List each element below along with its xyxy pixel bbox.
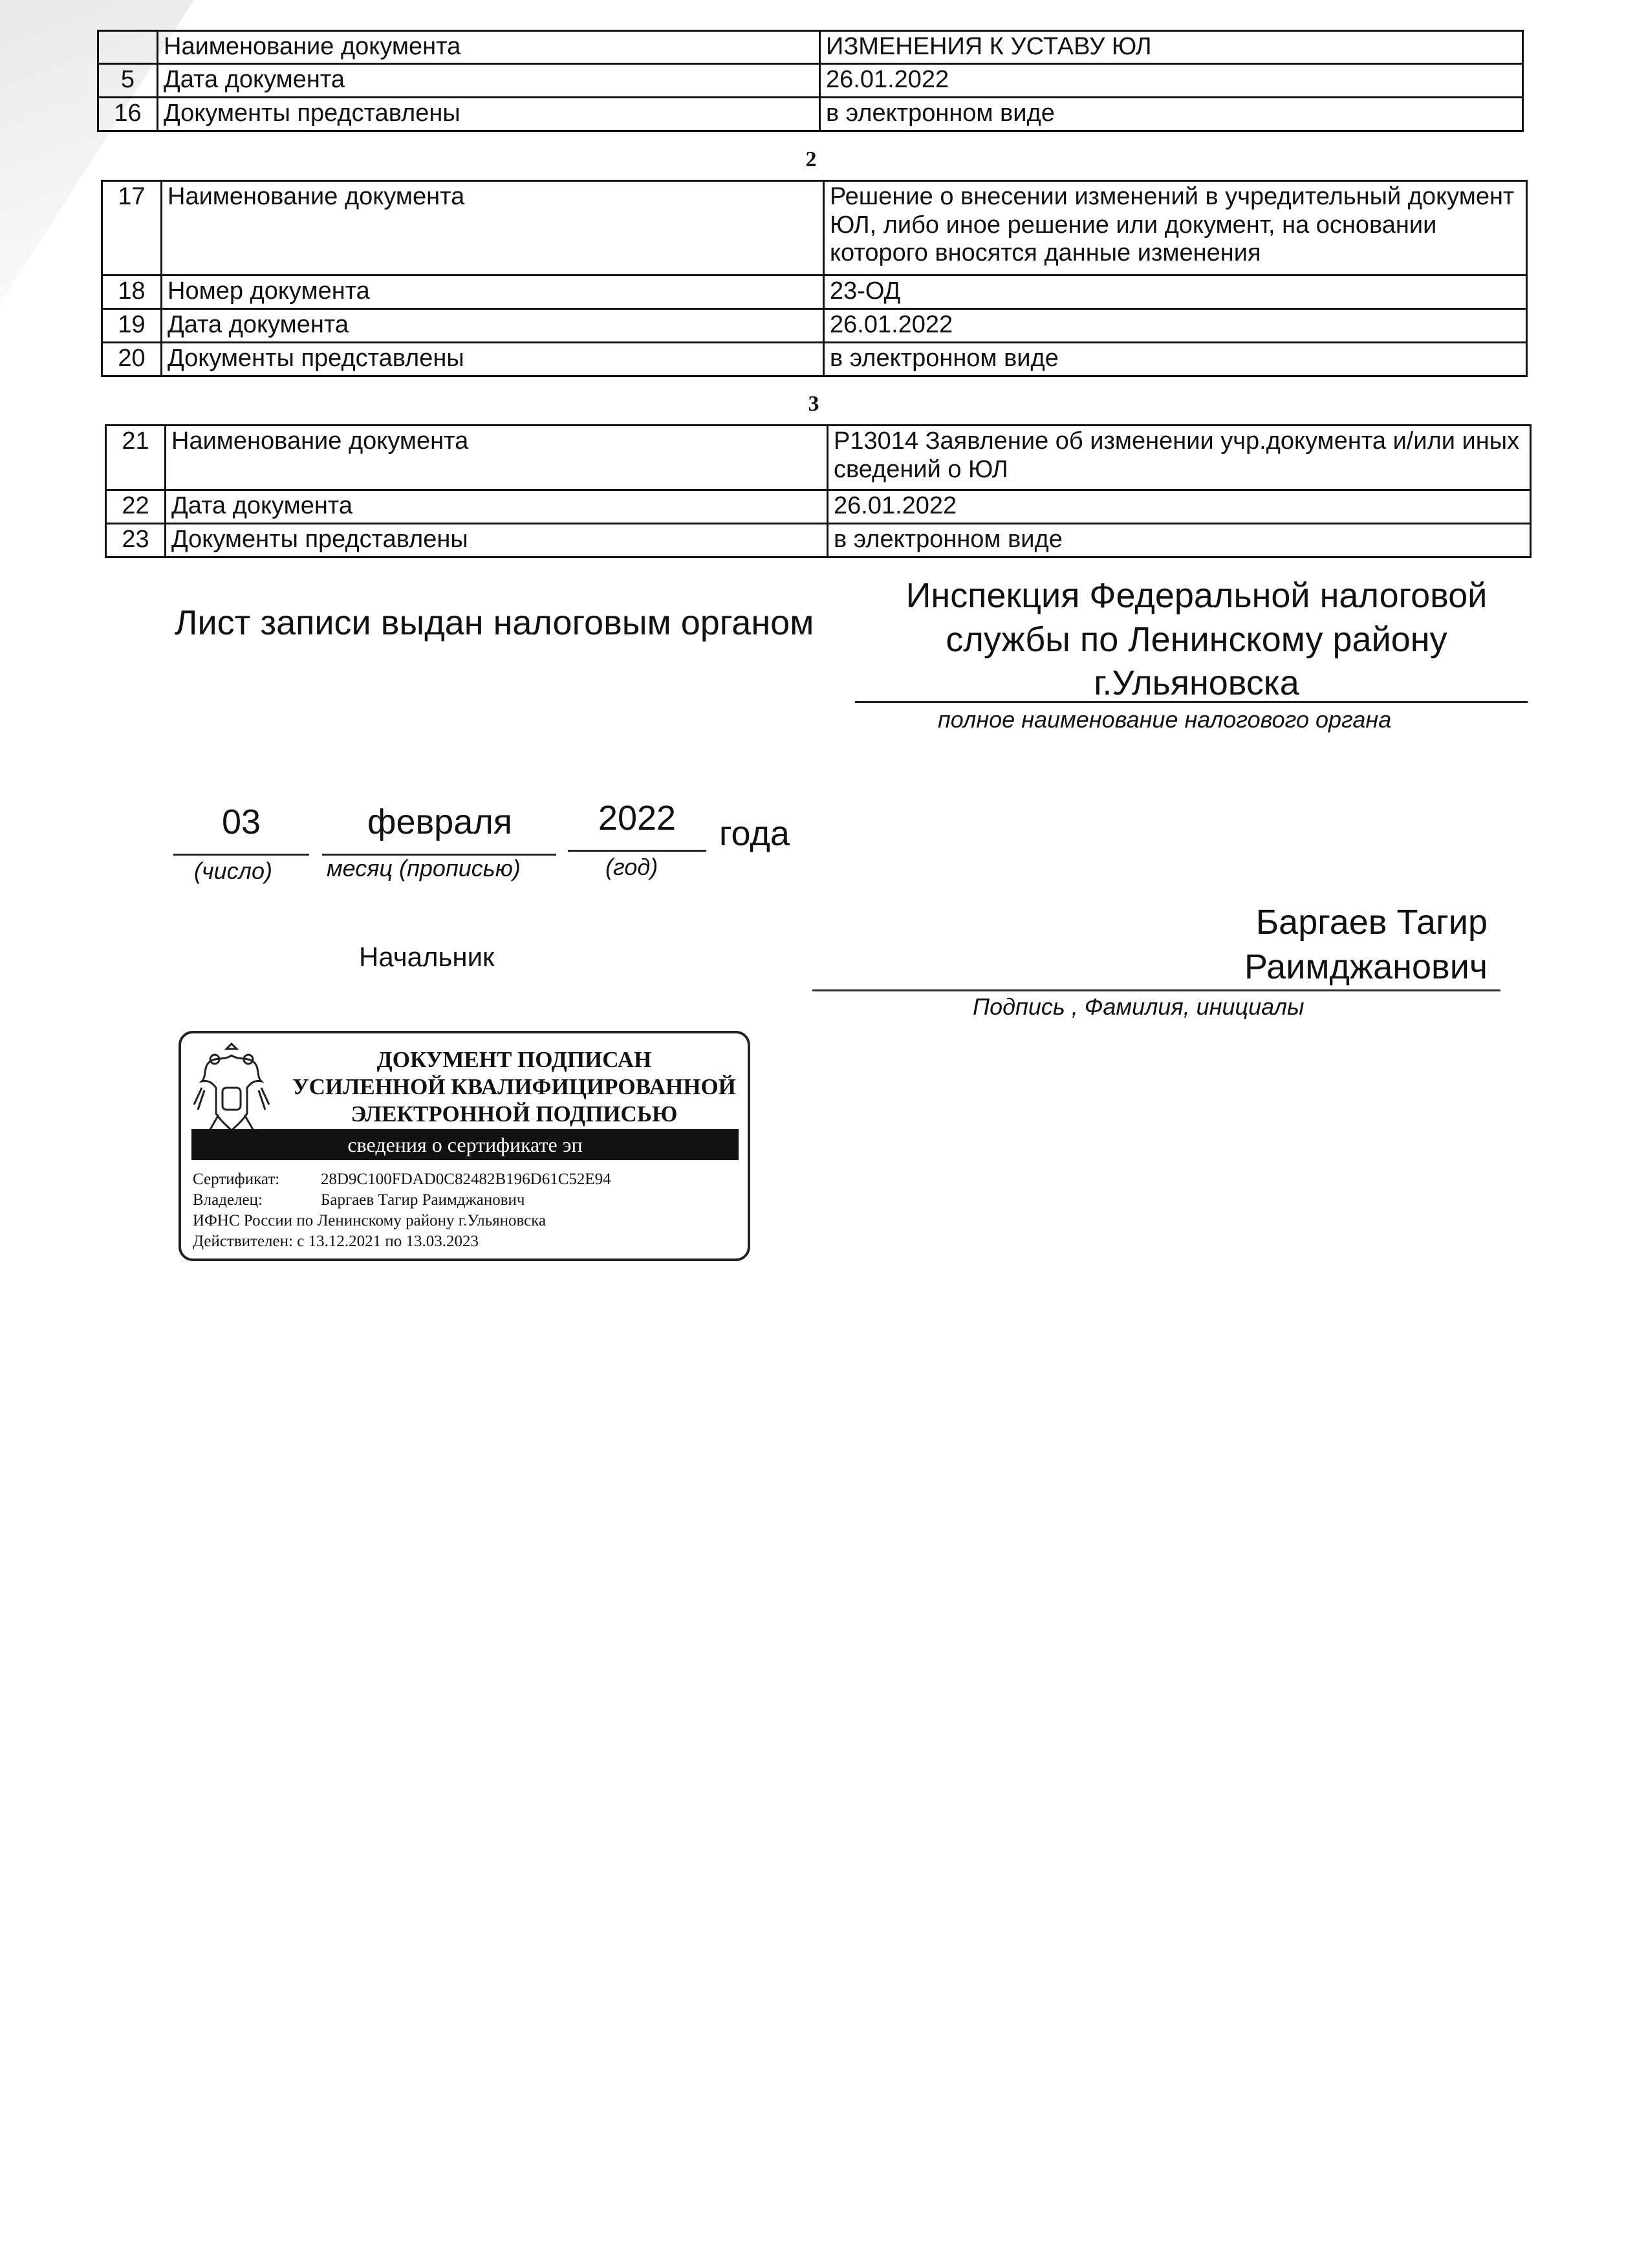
tax-authority-line: г.Ульяновска bbox=[1094, 664, 1299, 702]
table-row bbox=[106, 426, 1531, 490]
row-number: 18 bbox=[102, 275, 162, 309]
row-number: 16 bbox=[98, 97, 158, 131]
signature-underline bbox=[812, 989, 1500, 991]
row-number: 21 bbox=[106, 426, 166, 490]
double-headed-eagle-emblem bbox=[190, 1042, 273, 1137]
table-row bbox=[102, 309, 1527, 343]
row-field-name: Дата документа bbox=[166, 490, 828, 524]
month-caption: месяц (прописью) bbox=[327, 855, 521, 881]
authority-caption: полное наименование налогового органа bbox=[938, 706, 1392, 733]
electronic-signature-stamp bbox=[179, 1031, 750, 1261]
table-row bbox=[102, 181, 1527, 275]
stamp-title-line: ЭЛЕКТРОННОЙ ПОДПИСЬЮ bbox=[351, 1101, 678, 1127]
row-field-value: в электронном виде bbox=[820, 97, 1523, 131]
certificate-label: Сертификат: bbox=[193, 1171, 280, 1188]
document-table-section-1 bbox=[97, 30, 1524, 132]
tax-authority-line: службы по Ленинскому району bbox=[946, 620, 1447, 659]
validity-period: с 13.12.2021 по 13.03.2023 bbox=[297, 1233, 479, 1250]
validity-row bbox=[193, 1233, 479, 1251]
organization-row: ИФНС России по Ленинскому району г.Ульяновска bbox=[193, 1212, 547, 1229]
stamp-title-line: УСИЛЕННОЙ КВАЛИФИЦИРОВАННОЙ bbox=[292, 1074, 736, 1099]
table-row bbox=[106, 490, 1531, 524]
signatory-name-line: Раимджанович bbox=[1244, 947, 1488, 987]
date-day: 03 bbox=[221, 803, 261, 841]
row-number: 20 bbox=[102, 343, 162, 376]
year-underline bbox=[568, 850, 706, 852]
signatory-name-line: Баргаев Тагир bbox=[1255, 903, 1488, 942]
table-row bbox=[98, 31, 1523, 64]
row-number: 22 bbox=[106, 490, 166, 524]
row-number: 5 bbox=[98, 63, 158, 97]
row-field-name: Наименование документа bbox=[166, 426, 828, 490]
stamp-title bbox=[285, 1046, 744, 1128]
certificate-info-band: сведения о сертификате эп bbox=[191, 1129, 739, 1160]
authority-underline bbox=[855, 701, 1528, 703]
row-field-value: Решение о внесении изменений в учредительный документ ЮЛ, либо иное решение или документ, на основании которого вносятся данные изменения bbox=[824, 181, 1527, 275]
row-field-value: ИЗМЕНЕНИЯ К УСТАВУ ЮЛ bbox=[820, 31, 1523, 64]
stamp-title-line: ДОКУМЕНТ ПОДПИСАН bbox=[376, 1047, 652, 1072]
row-field-value: 26.01.2022 bbox=[824, 309, 1527, 343]
row-number: 23 bbox=[106, 524, 166, 557]
row-number: 19 bbox=[102, 309, 162, 343]
day-caption: (число) bbox=[194, 858, 272, 884]
document-table-section-3 bbox=[105, 424, 1532, 558]
date-year: 2022 bbox=[598, 799, 677, 837]
tax-authority-line: Инспекция Федеральной налоговой bbox=[905, 576, 1488, 615]
certificate-row bbox=[193, 1171, 611, 1189]
tax-authority-name bbox=[860, 574, 1533, 706]
table-row bbox=[102, 343, 1527, 376]
row-field-value: в электронном виде bbox=[824, 343, 1527, 376]
table-row bbox=[98, 97, 1523, 131]
signature-caption: Подпись , Фамилия, инициалы bbox=[973, 993, 1305, 1020]
signatory-name bbox=[1164, 900, 1488, 989]
row-field-name: Дата документа bbox=[162, 309, 824, 343]
day-underline bbox=[173, 854, 309, 856]
document-table-section-2 bbox=[101, 180, 1528, 377]
owner-name: Баргаев Тагир Раимджанович bbox=[321, 1191, 525, 1209]
year-caption: (год) bbox=[605, 854, 658, 880]
row-field-value: 23-ОД bbox=[824, 275, 1527, 309]
row-field-value: в электронном виде bbox=[828, 524, 1531, 557]
owner-row bbox=[193, 1191, 525, 1209]
signatory-position: Начальник bbox=[359, 942, 495, 972]
row-number bbox=[98, 31, 158, 64]
row-field-name: Наименование документа bbox=[162, 181, 824, 275]
row-field-name: Дата документа bbox=[158, 63, 820, 97]
certificate-serial: 28D9C100FDAD0C82482B196D61C52E94 bbox=[321, 1171, 611, 1188]
row-field-name: Номер документа bbox=[162, 275, 824, 309]
row-field-value: 26.01.2022 bbox=[828, 490, 1531, 524]
table-row bbox=[102, 275, 1527, 309]
row-number: 17 bbox=[102, 181, 162, 275]
validity-label: Действителен: bbox=[193, 1233, 293, 1250]
section-number-3: 3 bbox=[808, 392, 819, 416]
row-field-name: Наименование документа bbox=[158, 31, 820, 64]
table-row bbox=[98, 63, 1523, 97]
section-number-2: 2 bbox=[805, 147, 817, 171]
row-field-name: Документы представлены bbox=[158, 97, 820, 131]
row-field-name: Документы представлены bbox=[162, 343, 824, 376]
date-suffix: года bbox=[719, 814, 790, 853]
owner-label: Владелец: bbox=[193, 1191, 263, 1209]
issued-by-label: Лист записи выдан налоговым органом bbox=[175, 603, 814, 642]
date-month: февраля bbox=[367, 803, 512, 841]
row-field-value: Р13014 Заявление об изменении учр.документа и/или иных сведений о ЮЛ bbox=[828, 426, 1531, 490]
row-field-name: Документы представлены bbox=[166, 524, 828, 557]
table-row bbox=[106, 524, 1531, 557]
row-field-value: 26.01.2022 bbox=[820, 63, 1523, 97]
